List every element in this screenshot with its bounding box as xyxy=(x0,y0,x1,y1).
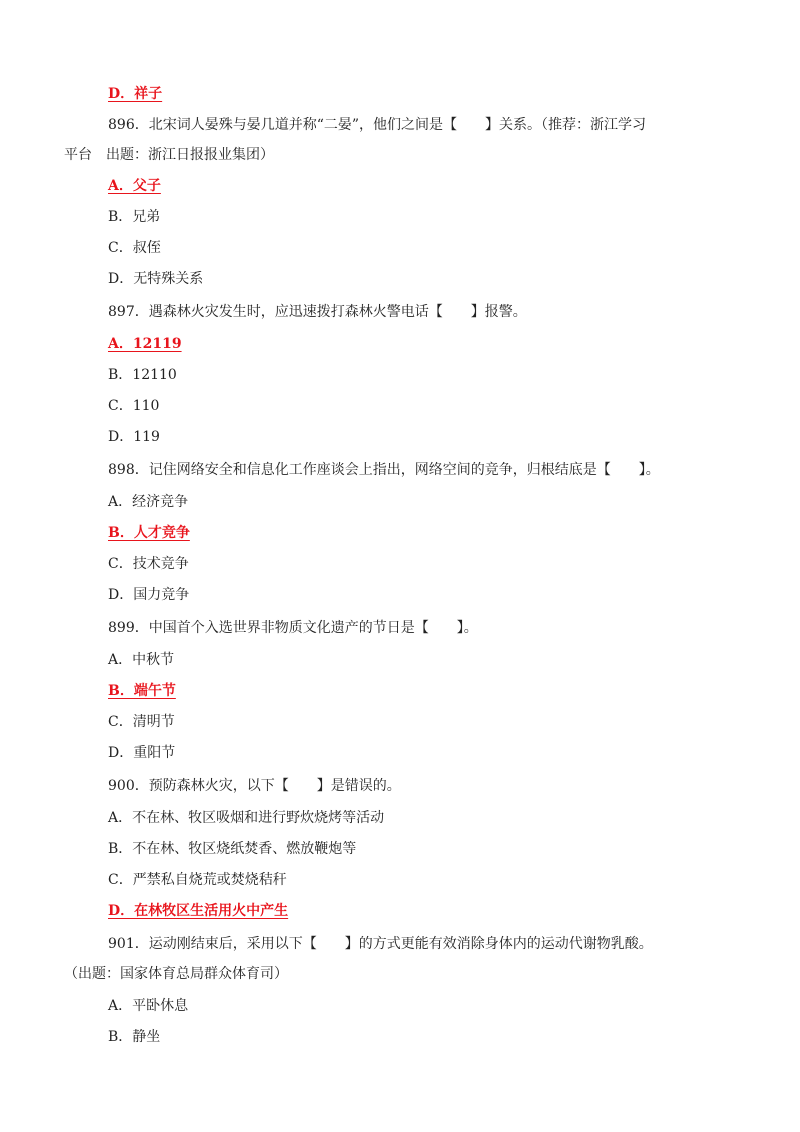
answer-option: D．国力竞争 xyxy=(108,587,190,603)
answer-option: C．严禁私自烧荒或焚烧秸秆 xyxy=(108,872,287,888)
answer-option-correct: B．端午节 xyxy=(108,683,176,699)
answer-option-correct: A．12119 xyxy=(108,336,182,352)
answer-option-correct: B．人才竞争 xyxy=(108,525,190,541)
answer-option: B．12110 xyxy=(108,367,177,383)
question-stem: 899．中国首个入选世界非物质文化遗产的节日是【 】。 xyxy=(108,620,478,636)
answer-option: A．平卧休息 xyxy=(108,998,189,1014)
question-stem: 896．北宋词人晏殊与晏几道并称“二晏”，他们之间是【 】关系。（推荐：浙江学习 xyxy=(108,117,647,133)
answer-option-correct: D．祥子 xyxy=(108,86,163,102)
answer-option: B．兄弟 xyxy=(108,209,161,225)
answer-option: A．中秋节 xyxy=(108,652,175,668)
question-stem: 898．记住网络安全和信息化工作座谈会上指出，网络空间的竞争，归根结底是【 】。 xyxy=(108,462,660,478)
answer-option: D．无特殊关系 xyxy=(108,271,204,287)
question-stem-continued: 平台 出题：浙江日报报业集团） xyxy=(64,147,274,163)
answer-option: C．110 xyxy=(108,398,160,414)
question-stem: 901．运动刚结束后，采用以下【 】的方式更能有效消除身体内的运动代谢物乳酸。 xyxy=(108,936,653,952)
answer-option: B．不在林、牧区烧纸焚香、燃放鞭炮等 xyxy=(108,841,357,857)
question-stem: 897．遇森林火灾发生时，应迅速拨打森林火警电话【 】报警。 xyxy=(108,304,527,320)
answer-option: D．重阳节 xyxy=(108,745,176,761)
question-stem-continued: （出题：国家体育总局群众体育司） xyxy=(64,966,288,982)
answer-option: C．技术竞争 xyxy=(108,556,189,572)
answer-option-correct: D．在林牧区生活用火中产生 xyxy=(108,903,289,919)
answer-option: D．119 xyxy=(108,429,160,445)
answer-option: C．清明节 xyxy=(108,714,175,730)
question-stem: 900．预防森林火灾，以下【 】是错误的。 xyxy=(108,778,401,794)
answer-option: C．叔侄 xyxy=(108,240,161,256)
answer-option: A．经济竞争 xyxy=(108,494,189,510)
answer-option: A．不在林、牧区吸烟和进行野炊烧烤等活动 xyxy=(108,810,385,826)
answer-option: B．静坐 xyxy=(108,1029,161,1045)
answer-option-correct: A．父子 xyxy=(108,178,161,194)
